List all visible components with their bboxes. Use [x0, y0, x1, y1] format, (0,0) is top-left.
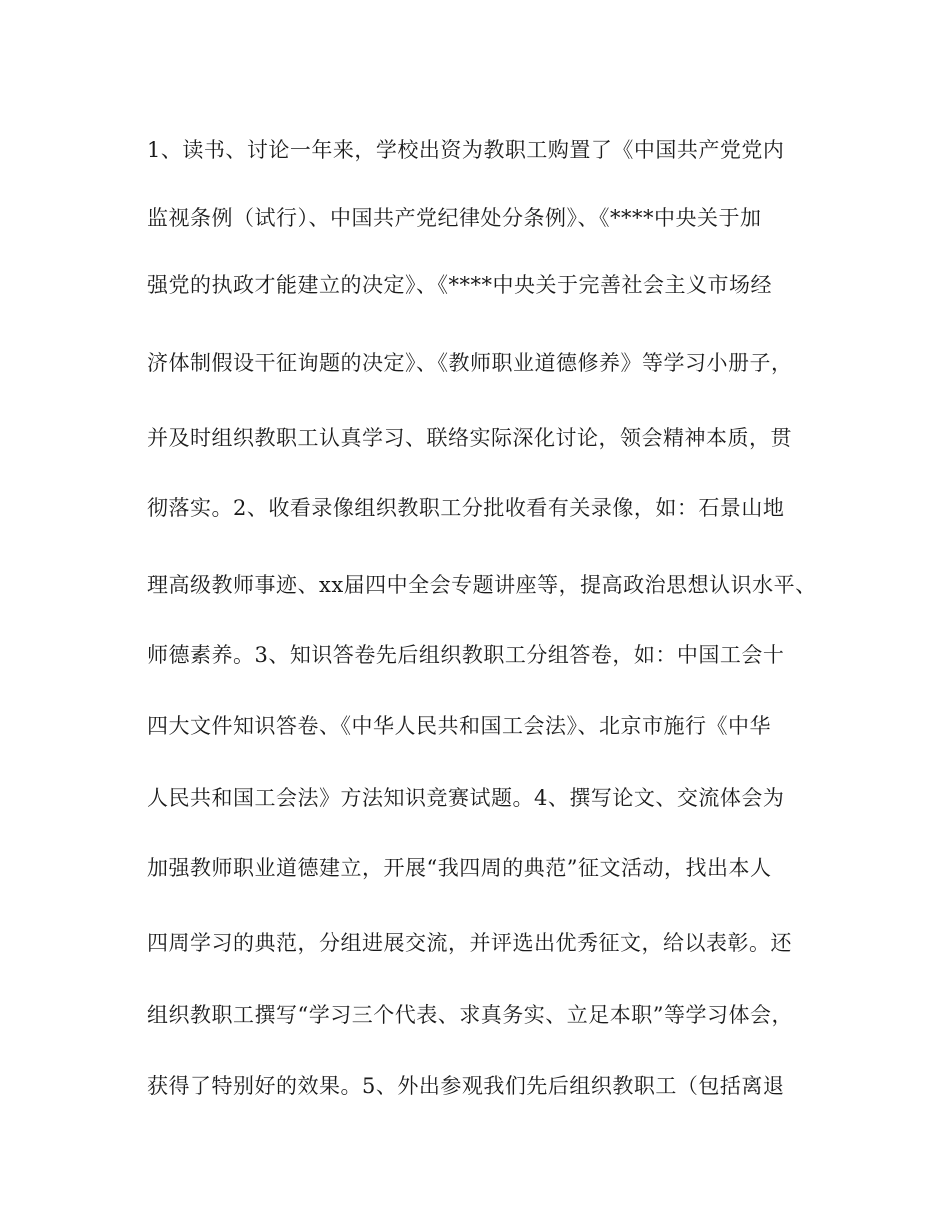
text-line: 师德素养。3、知识答卷先后组织教职工分组答卷，如：中国工会十: [147, 643, 785, 667]
text-line: 人民共和国工会法》方法知识竞赛试题。4、撰写论文、交流体会为: [147, 786, 785, 810]
text-line: 组织教职工撰写“学习三个代表、求真务实、立足本职”等学习体会，: [147, 1003, 793, 1027]
text-line: 济体制假设干征询题的决定》、《教师职业道德修养》等学习小册子，: [147, 351, 793, 375]
text-line: 四大文件知识答卷、《中华人民共和国工会法》、北京市施行《中华: [147, 714, 771, 738]
text-line: 监视条例（试行）、中国共产党纪律处分条例》、《****中央关于加: [147, 206, 762, 230]
text-line: 彻落实。2、收看录像组织教职工分批收看有关录像，如：石景山地: [147, 496, 785, 520]
text-line: 1、读书、讨论一年来，学校出资为教职工购置了《中国共产党党内: [147, 138, 785, 162]
text-line: 理高级教师事迹、xx届四中全会专题讲座等，提高政治思想认识水平、: [147, 573, 817, 597]
text-line: 加强教师职业道德建立，开展“我四周的典范”征文活动，找出本人: [147, 856, 772, 880]
text-line: 获得了特别好的效果。5、外出参观我们先后组织教职工（包括离退: [147, 1074, 785, 1098]
text-line: 强党的执政才能建立的决定》、《****中央关于完善社会主义市场经: [147, 273, 772, 297]
text-line: 并及时组织教职工认真学习、联络实际深化讨论，领会精神本质，贯: [147, 426, 792, 450]
text-line: 四周学习的典范，分组进展交流，并评选出优秀征文，给以表彰。还: [147, 931, 792, 955]
